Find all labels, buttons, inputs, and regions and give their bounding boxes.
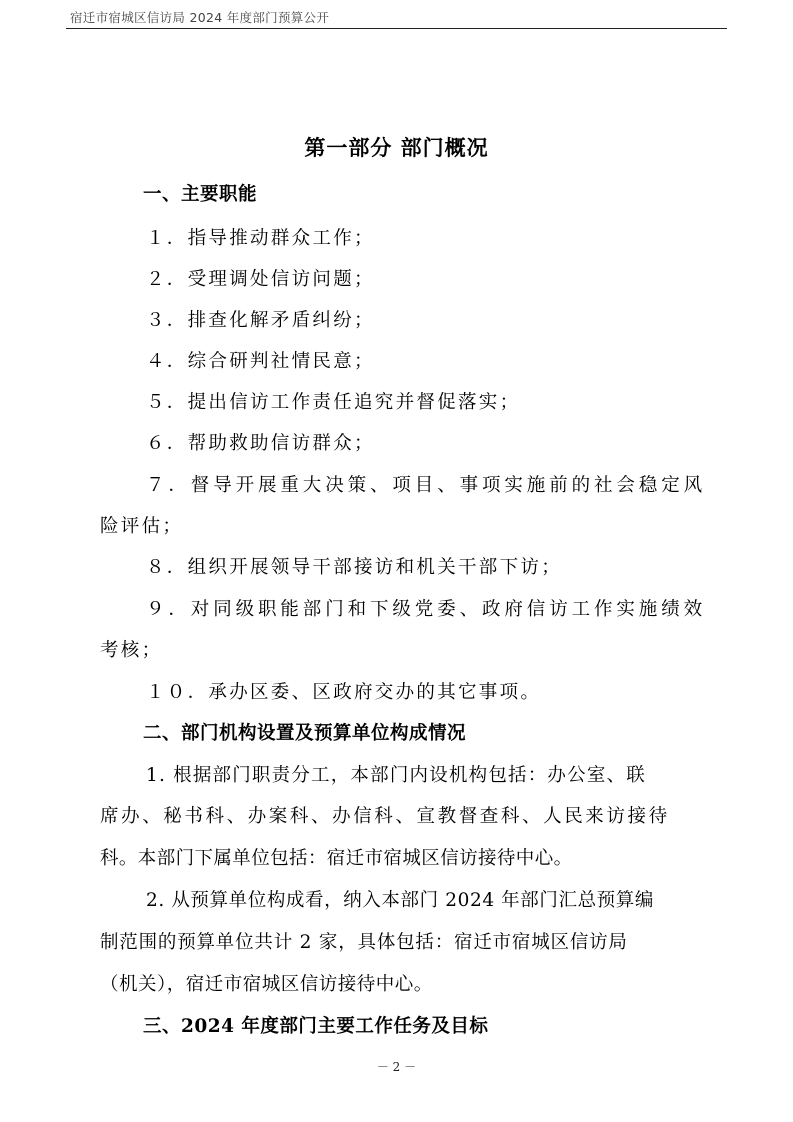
header-divider [66, 28, 727, 29]
function-item-7-continued: 险评估； [100, 516, 184, 537]
function-item-5: ５．提出信访工作责任追究并督促落实； [146, 392, 521, 413]
function-item-4: ４．综合研判社情民意； [146, 351, 375, 372]
section-heading-work-tasks: 三、2024 年度部门主要工作任务及目标 [143, 1016, 489, 1037]
org-paragraph-1-line-3: 科。本部门下属单位包括：宿迁市宿城区信访接待中心。 [100, 848, 573, 869]
org-paragraph-2-line-3: （机关），宿迁市宿城区信访接待中心。 [100, 974, 433, 995]
running-header: 宿迁市宿城区信访局 2024 年度部门预算公开 [70, 10, 330, 25]
org-paragraph-1-line-2: 席办、秘书科、办案科、办信科、宣教督查科、人民来访接待 [100, 806, 670, 827]
function-item-1: １．指导推动群众工作； [146, 228, 375, 249]
function-item-7: ７．督导开展重大决策、项目、事项实施前的社会稳定风 [146, 475, 707, 496]
function-item-8: ８．组织开展领导干部接访和机关干部下访； [146, 557, 563, 578]
page-title: 第一部分 部门概况 [304, 135, 489, 160]
org-paragraph-1-line-1: 1. 根据部门职责分工，本部门内设机构包括：办公室、联 [146, 765, 646, 786]
org-paragraph-2-line-2: 制范围的预算单位共计 2 家，具体包括：宿迁市宿城区信访局 [100, 932, 628, 953]
section-heading-main-functions: 一、主要职能 [143, 184, 258, 205]
function-item-6: ６．帮助救助信访群众； [146, 433, 375, 454]
page-number: － 2 － [376, 1060, 417, 1074]
function-item-2: ２．受理调处信访问题； [146, 269, 375, 290]
function-item-10: １０．承办区委、区政府交办的其它事项。 [146, 682, 542, 703]
function-item-3: ３．排查化解矛盾纠纷； [146, 310, 375, 331]
section-heading-organization: 二、部门机构设置及预算单位构成情况 [143, 723, 467, 744]
function-item-9-continued: 考核； [100, 640, 163, 661]
org-paragraph-2-line-1: 2. 从预算单位构成看，纳入本部门 2024 年部门汇总预算编 [146, 890, 654, 911]
function-item-9: ９．对同级职能部门和下级党委、政府信访工作实施绩效 [146, 599, 707, 620]
